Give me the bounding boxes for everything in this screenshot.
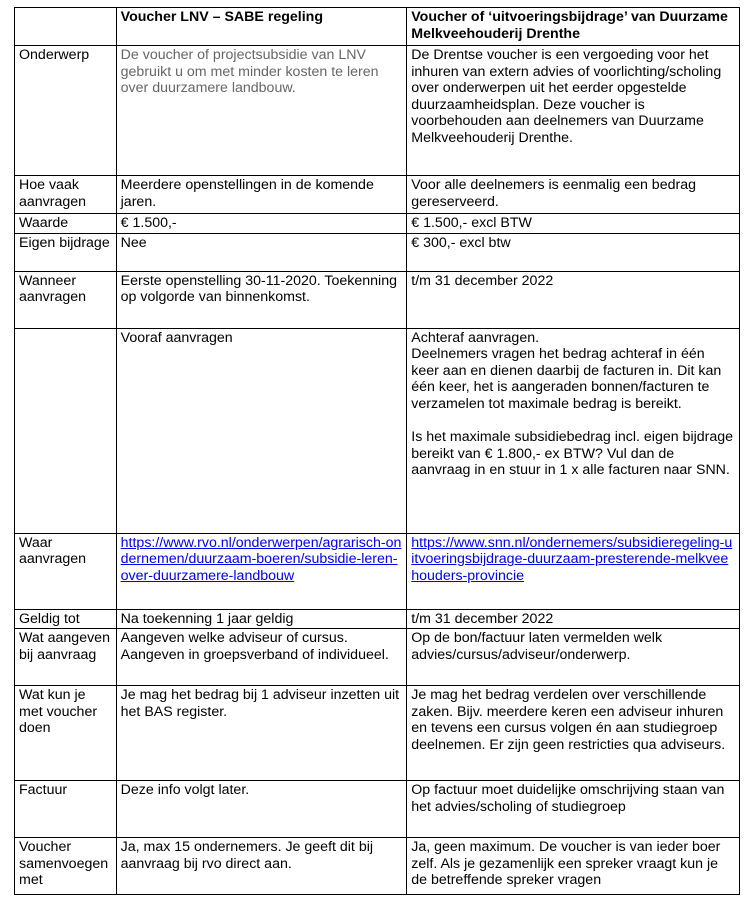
row-label: Onderwerp xyxy=(15,46,117,176)
lnv-cell: Deze info volgt later. xyxy=(116,781,407,838)
table-row xyxy=(15,533,740,609)
drenthe-cell: € 1.500,- excl BTW xyxy=(407,214,740,234)
table-row xyxy=(15,233,740,271)
drenthe-cell xyxy=(407,533,740,609)
drenthe-cell: t/m 31 december 2022 xyxy=(407,271,740,328)
lnv-cell: Je mag het bedrag bij 1 adviseur inzetten uit het BAS register. xyxy=(116,686,407,781)
drenthe-cell: Op factuur moet duidelijke omschrijving staan van het advies/scholing of studiegroep xyxy=(407,781,740,838)
header-empty-cell xyxy=(15,8,117,46)
drenthe-cell: Op de bon/factuur laten vermelden welk advies/cursus/adviseur/onderwerp. xyxy=(407,629,740,686)
lnv-cell: Eerste openstelling 30-11-2020. Toekenning op volgorde van binnenkomst. xyxy=(116,271,407,328)
lnv-cell: De voucher of projectsubsidie van LNV gebruikt u om met minder kosten te leren over duurzamere landbouw. xyxy=(116,46,407,176)
header-row xyxy=(15,8,740,46)
lnv-cell: € 1.500,- xyxy=(116,214,407,234)
row-label: Wat aangeven bij aanvraag xyxy=(15,629,117,686)
row-label: Wanneer aanvragen xyxy=(15,271,117,328)
table-row xyxy=(15,838,740,895)
table-row xyxy=(15,686,740,781)
comparison-table xyxy=(14,7,740,895)
snn-link[interactable]: https://www.snn.nl/ondernemers/subsidieregeling-uitvoeringsbijdrage-duurzaam-presterende-melkveehouders-provincie xyxy=(411,534,733,584)
drenthe-cell: t/m 31 december 2022 xyxy=(407,609,740,629)
table-row xyxy=(15,271,740,328)
paragraph: Is het maximale subsidiebedrag incl. eigen bijdrage bereikt van € 1.800,- ex BTW? Vul dan de aanvraag in en stuur in 1 x alle facturen naar SNN. xyxy=(411,429,734,479)
drenthe-cell: Ja, geen maximum. De voucher is van ieder boer zelf. Als je gezamenlijk een spreker vraagt kun je de betreffende spreker vragen xyxy=(407,838,740,895)
drenthe-cell xyxy=(407,328,740,533)
table-row xyxy=(15,176,740,214)
row-label: Eigen bijdrage xyxy=(15,233,117,271)
rvo-link[interactable]: https://www.rvo.nl/onderwerpen/agrarisch-ondernemen/duurzaam-boeren/subsidie-leren-over-duurzamere-landbouw xyxy=(120,534,402,584)
paragraph-spacer xyxy=(411,413,735,430)
row-label: Waar aanvragen xyxy=(15,533,117,609)
drenthe-cell: € 300,- excl btw xyxy=(407,233,740,271)
paragraph: Deelnemers vragen het bedrag achteraf in één keer aan en dienen daarbij de facturen in. Dit kan één keer, het is aangeraden bonnen/facturen te verzamelen tot maximale bedrag is bereikt. xyxy=(411,346,722,412)
table-row xyxy=(15,46,740,176)
header-drenthe: Voucher of ‘uitvoeringsbijdrage’ van Duurzame Melkveehouderij Drenthe xyxy=(407,8,740,46)
row-label: Voucher samenvoegen met xyxy=(15,838,117,895)
row-label: Factuur xyxy=(15,781,117,838)
drenthe-cell: De Drentse voucher is een vergoeding voor het inhuren van extern advies of voorlichting/scholing over onderwerpen uit het eerder opgestelde duurzaamheidsplan. Deze voucher is voorbehouden aan deelnemers van Duurzame Melkveehouderij Drenthe. xyxy=(407,46,740,176)
drenthe-cell: Je mag het bedrag verdelen over verschillende zaken. Bijv. meerdere keren een adviseur inhuren en tevens een cursus volgen én aan studiegroep deelnemen. Er zijn geen restricties qua adviseurs. xyxy=(407,686,740,781)
row-label: Wat kun je met voucher doen xyxy=(15,686,117,781)
table-row xyxy=(15,781,740,838)
table-row xyxy=(15,214,740,234)
lnv-cell: Nee xyxy=(116,233,407,271)
lnv-cell: Aangeven welke adviseur of cursus. Aangeven in groepsverband of individueel. xyxy=(116,629,407,686)
lnv-cell: Vooraf aanvragen xyxy=(116,328,407,533)
drenthe-cell: Voor alle deelnemers is eenmalig een bedrag gereserveerd. xyxy=(407,176,740,214)
row-label xyxy=(15,328,117,533)
lnv-cell: Na toekenning 1 jaar geldig xyxy=(116,609,407,629)
paragraph: Achteraf aanvragen. xyxy=(411,329,540,346)
row-label: Geldig tot xyxy=(15,609,117,629)
table-row xyxy=(15,328,740,533)
lnv-cell: Ja, max 15 ondernemers. Je geeft dit bij aanvraag bij rvo direct aan. xyxy=(116,838,407,895)
header-lnv: Voucher LNV – SABE regeling xyxy=(116,8,407,46)
table-row xyxy=(15,629,740,686)
row-label: Waarde xyxy=(15,214,117,234)
lnv-cell xyxy=(116,533,407,609)
table-row xyxy=(15,609,740,629)
row-label: Hoe vaak aanvragen xyxy=(15,176,117,214)
lnv-cell: Meerdere openstellingen in de komende jaren. xyxy=(116,176,407,214)
